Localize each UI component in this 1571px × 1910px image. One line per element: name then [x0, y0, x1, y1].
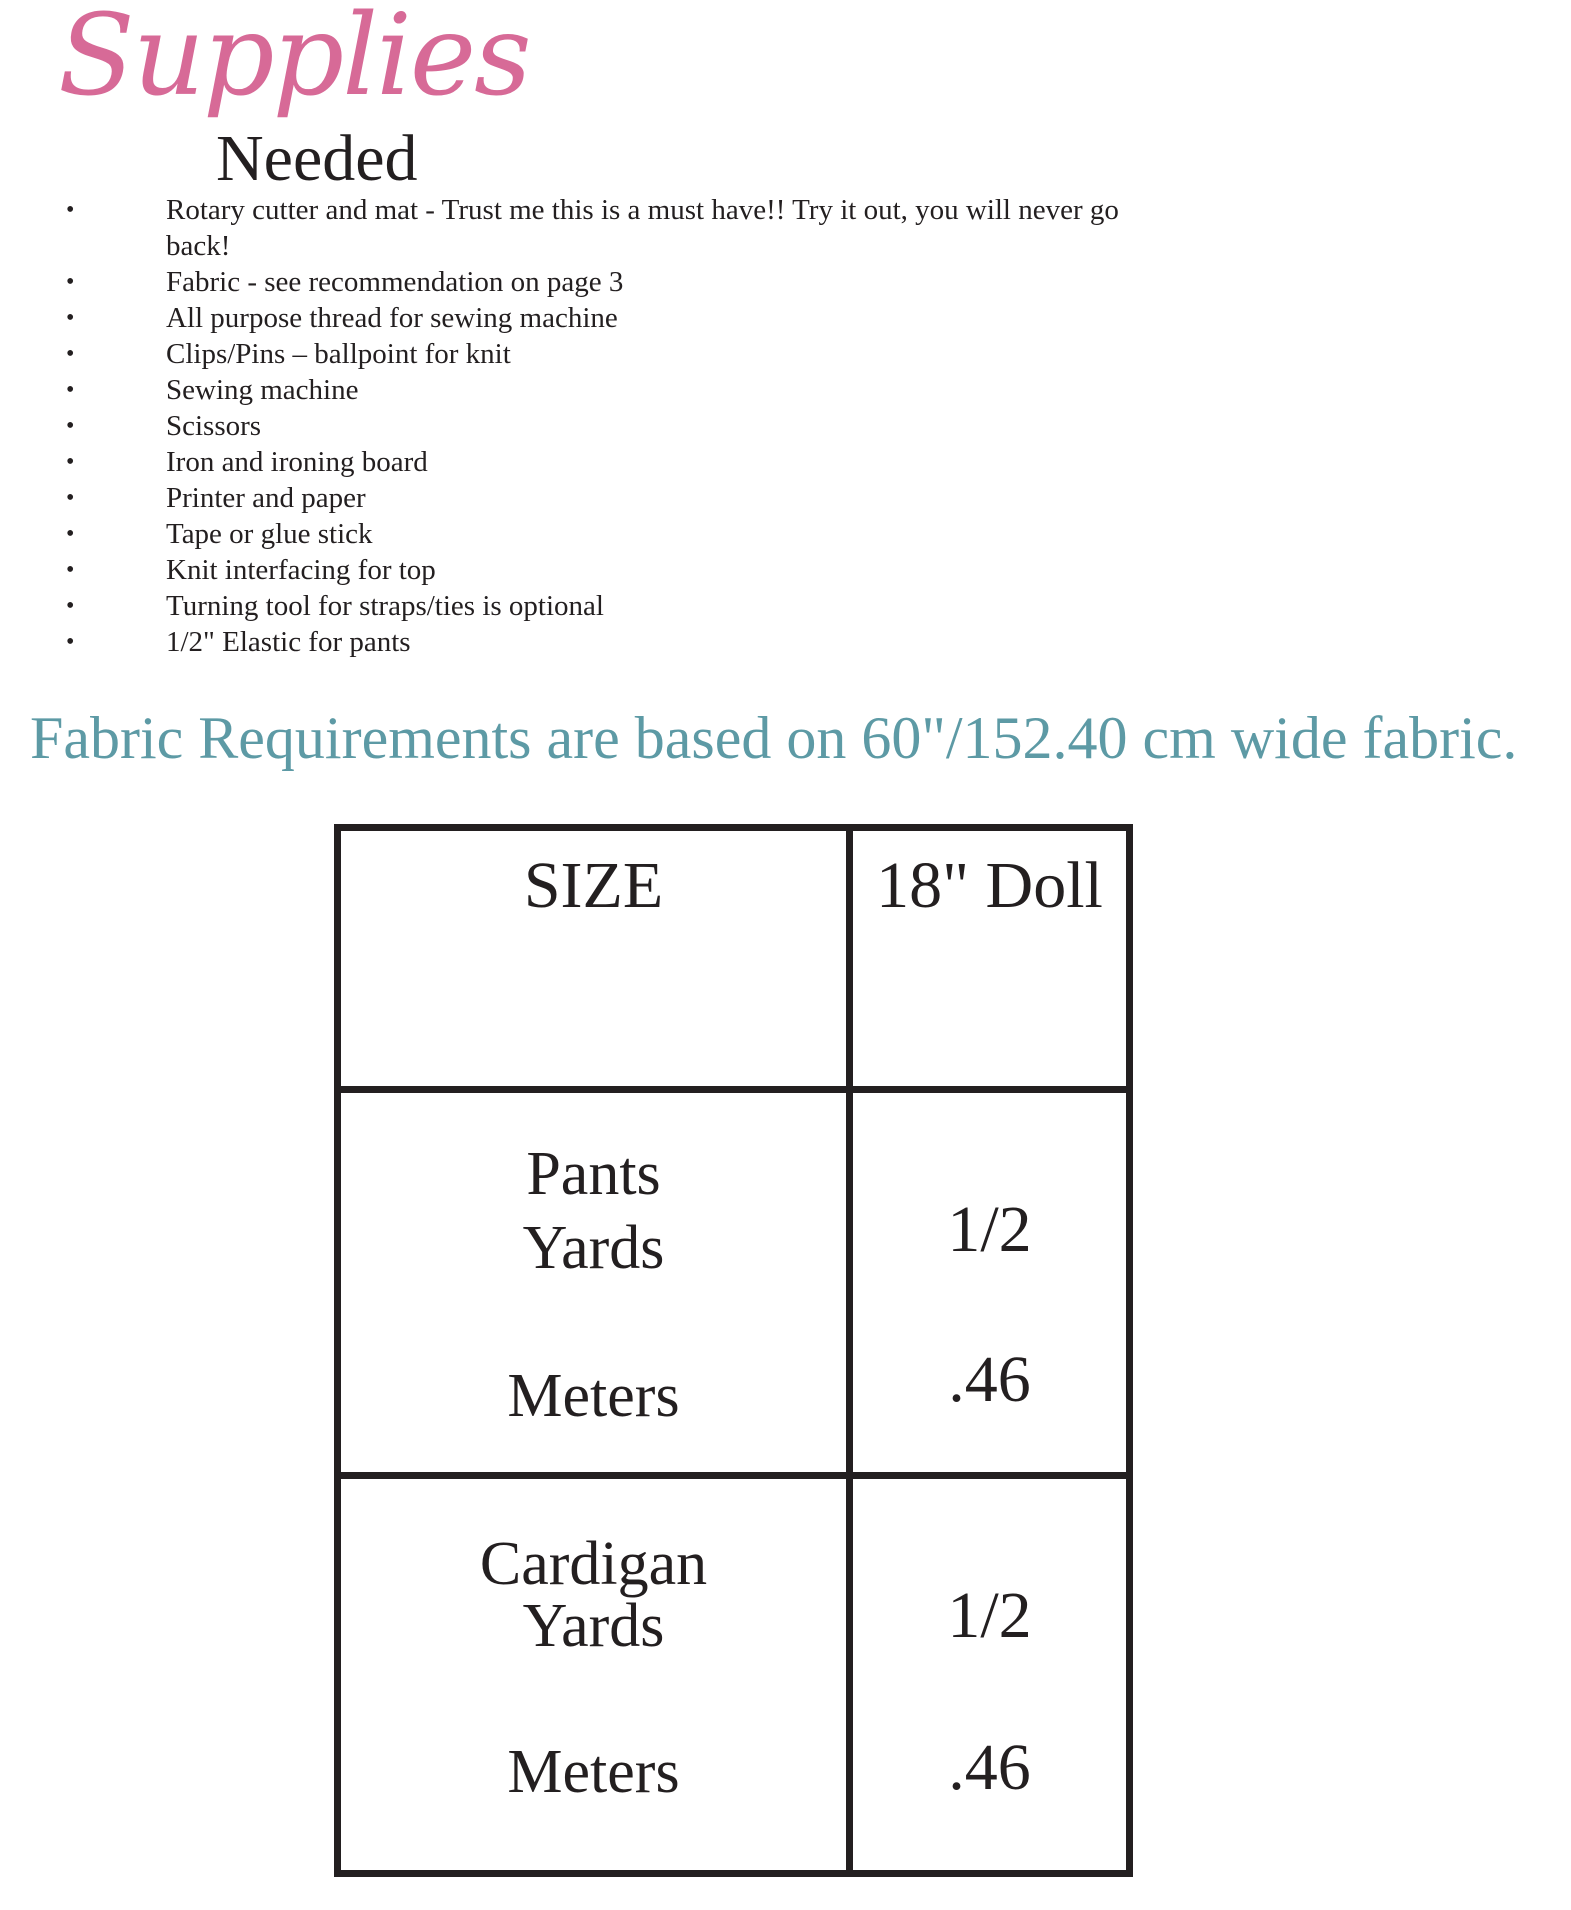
doll-size-header: 18" Doll: [876, 849, 1103, 922]
table-row: [338, 1476, 1130, 1874]
bullet-icon: •: [66, 269, 75, 295]
doll-header-cell: [850, 828, 1130, 1090]
yards-label: Yards: [522, 1592, 665, 1660]
list-item: [0, 408, 1240, 444]
bullet-icon: •: [66, 557, 75, 583]
bullet-icon: •: [66, 197, 75, 223]
list-item-text: Scissors: [166, 410, 262, 442]
size-header-cell: [338, 828, 850, 1090]
item-name: Pants: [526, 1140, 661, 1208]
yards-value: 1/2: [947, 1579, 1032, 1652]
list-item: [0, 588, 1240, 624]
list-item-text: Rotary cutter and mat - Trust me this is a must have!! Try it out, you will never go back!: [166, 194, 1119, 262]
cardigan-label-cell: [338, 1476, 850, 1874]
bullet-icon: •: [66, 629, 75, 655]
bullet-icon: •: [66, 593, 75, 619]
bullet-icon: •: [66, 449, 75, 475]
list-item: [0, 552, 1240, 588]
supplies-title: Supplies: [58, 0, 530, 121]
fabric-requirements-table: [334, 824, 1133, 1877]
list-item-text: Tape or glue stick: [166, 518, 373, 550]
list-item-text: Fabric - see recommendation on page 3: [166, 266, 624, 298]
list-item: [0, 444, 1240, 480]
needed-subtitle: Needed: [216, 122, 418, 195]
bullet-icon: •: [66, 485, 75, 511]
list-item-text: Knit interfacing for top: [166, 554, 436, 586]
yards-value: 1/2: [947, 1193, 1032, 1266]
bullet-icon: •: [66, 413, 75, 439]
fabric-requirements-note: Fabric Requirements are based on 60"/152.40 cm wide fabric.: [30, 705, 1518, 771]
meters-label: Meters: [507, 1738, 680, 1806]
yards-label: Yards: [522, 1214, 665, 1282]
cardigan-value-cell: [850, 1476, 1130, 1874]
supplies-list: [0, 192, 1240, 660]
meters-value: .46: [948, 1731, 1031, 1804]
list-item: [0, 264, 1240, 300]
list-item: [0, 372, 1240, 408]
meters-value: .46: [948, 1343, 1031, 1416]
list-item-text: 1/2" Elastic for pants: [166, 626, 411, 658]
pants-value-cell: [850, 1090, 1130, 1476]
bullet-icon: •: [66, 341, 75, 367]
bullet-icon: •: [66, 521, 75, 547]
list-item: [0, 480, 1240, 516]
meters-label: Meters: [507, 1362, 680, 1430]
list-item-text: Turning tool for straps/ties is optional: [166, 590, 604, 622]
list-item-text: Iron and ironing board: [166, 446, 428, 478]
list-item: [0, 300, 1240, 336]
list-item-text: All purpose thread for sewing machine: [166, 302, 618, 334]
table-header-row: [338, 828, 1130, 1090]
size-header: SIZE: [523, 849, 664, 922]
list-item-text: Clips/Pins – ballpoint for knit: [166, 338, 511, 370]
pants-label-cell: [338, 1090, 850, 1476]
bullet-icon: •: [66, 377, 75, 403]
list-item-text: Printer and paper: [166, 482, 366, 514]
table-row: [338, 1090, 1130, 1476]
list-item: [0, 624, 1240, 660]
bullet-icon: •: [66, 305, 75, 331]
list-item: [0, 336, 1240, 372]
item-name: Cardigan: [479, 1530, 708, 1598]
list-item-text: Sewing machine: [166, 374, 359, 406]
list-item: [0, 516, 1240, 552]
list-item: [0, 192, 1240, 264]
